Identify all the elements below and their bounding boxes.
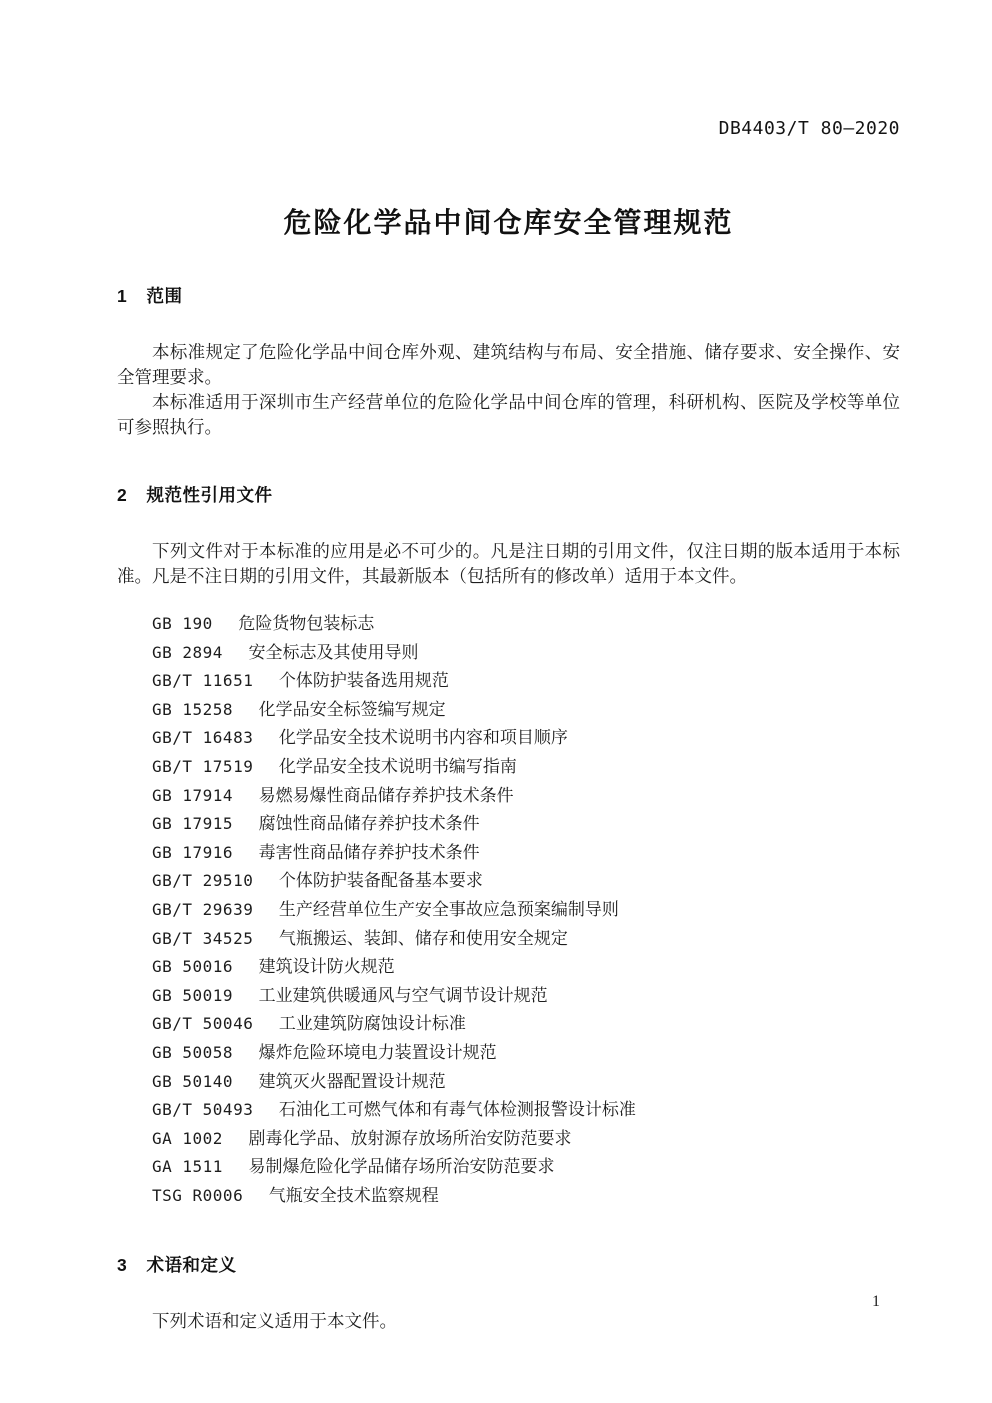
- reference-item: [152, 1068, 900, 1097]
- section-scope: [117, 283, 900, 440]
- reference-title: 剧毒化学品、放射源存放场所治安防范要求: [248, 1128, 572, 1148]
- section-terms-definitions: [117, 1252, 900, 1334]
- reference-title: 易燃易爆性商品储存养护技术条件: [258, 785, 514, 805]
- reference-title: 化学品安全标签编写规定: [258, 699, 446, 719]
- reference-item: [152, 925, 900, 954]
- reference-title: 危险货物包装标志: [238, 614, 375, 633]
- reference-code: GB 50058: [152, 1042, 234, 1062]
- reference-code: GB/T 16483: [152, 728, 254, 748]
- reference-title: 石油化工可燃气体和有毒气体检测报警设计标准: [278, 1100, 636, 1120]
- reference-item: [152, 839, 900, 868]
- reference-item: [152, 1153, 900, 1182]
- reference-item: [152, 810, 900, 839]
- reference-code: GA 1511: [152, 1157, 223, 1177]
- reference-item: [152, 639, 900, 668]
- section-1-title: 范围: [146, 286, 183, 306]
- section-2-paragraph: 下列文件对于本标准的应用是必不可少的。凡是注日期的引用文件，仅注日期的版本适用于本标准。凡是不注日期的引用文件，其最新版本（包括所有的修改单）适用于本文件。: [117, 541, 900, 586]
- reference-item: [152, 724, 900, 753]
- reference-code: GB/T 29510: [152, 871, 254, 891]
- reference-title: 爆炸危险环境电力装置设计规范: [258, 1042, 497, 1062]
- reference-item: [152, 982, 900, 1011]
- section-3-heading: [117, 1252, 900, 1277]
- reference-code: GB 17914: [152, 785, 234, 805]
- reference-item: [152, 896, 900, 925]
- section-2-number: 2: [117, 485, 128, 505]
- reference-code: GB/T 34525: [152, 928, 254, 948]
- standard-code: DB4403/T 80—2020: [718, 118, 900, 139]
- reference-title: 建筑设计防火规范: [258, 957, 395, 977]
- reference-code: GB/T 50046: [152, 1014, 254, 1034]
- section-3-paragraph: 下列术语和定义适用于本文件。: [152, 1311, 397, 1332]
- page-number: 1: [872, 1293, 880, 1310]
- document-header: [117, 118, 900, 139]
- reference-item: [152, 667, 900, 696]
- reference-item: [152, 1182, 900, 1211]
- section-normative-references: [117, 482, 900, 1210]
- reference-title: 化学品安全技术说明书编写指南: [278, 756, 517, 776]
- reference-code: GB 190: [152, 614, 213, 633]
- section-2-title: 规范性引用文件: [146, 485, 273, 505]
- section-1-paragraph: 本标准适用于深圳市生产经营单位的危险化学品中间仓库的管理，科研机构、医院及学校等单位可参照执行。: [117, 392, 900, 437]
- reference-code: GB 17916: [152, 842, 234, 862]
- reference-title: 个体防护装备选用规范: [278, 671, 449, 691]
- reference-item: [152, 1096, 900, 1125]
- reference-code: GB 50019: [152, 985, 234, 1005]
- reference-item: [152, 1125, 900, 1154]
- reference-item: [152, 953, 900, 982]
- section-1-heading: [117, 283, 900, 308]
- reference-code: GB/T 50493: [152, 1100, 254, 1120]
- reference-code: GB 2894: [152, 642, 223, 662]
- reference-title: 毒害性商品储存养护技术条件: [258, 842, 480, 862]
- reference-title: 工业建筑供暖通风与空气调节设计规范: [258, 985, 548, 1005]
- reference-title: 建筑灭火器配置设计规范: [258, 1071, 446, 1091]
- reference-code: GB/T 11651: [152, 671, 254, 691]
- reference-title: 工业建筑防腐蚀设计标准: [278, 1014, 466, 1034]
- reference-code: GB 50016: [152, 957, 234, 977]
- reference-title: 生产经营单位生产安全事故应急预案编制导则: [278, 899, 619, 919]
- reference-code: GA 1002: [152, 1128, 223, 1148]
- reference-code: TSG R0006: [152, 1185, 244, 1205]
- reference-title: 腐蚀性商品储存养护技术条件: [258, 814, 480, 834]
- reference-title: 安全标志及其使用导则: [248, 642, 419, 662]
- reference-item: [152, 1010, 900, 1039]
- reference-item: [152, 753, 900, 782]
- reference-item: [152, 610, 900, 639]
- section-2-heading: [117, 482, 900, 507]
- reference-item: [152, 867, 900, 896]
- document-title: 危险化学品中间仓库安全管理规范: [283, 207, 734, 238]
- reference-title: 气瓶搬运、装卸、储存和使用安全规定: [278, 928, 568, 948]
- reference-item: [152, 696, 900, 725]
- reference-item: [152, 1039, 900, 1068]
- reference-list: [117, 610, 900, 1210]
- section-1-number: 1: [117, 286, 128, 306]
- section-3-title: 术语和定义: [146, 1255, 237, 1276]
- reference-code: GB 17915: [152, 814, 234, 834]
- section-1-paragraph: 本标准规定了危险化学品中间仓库外观、建筑结构与布局、安全措施、储存要求、安全操作、安全管理要求。: [117, 342, 900, 387]
- reference-title: 易制爆危险化学品储存场所治安防范要求: [248, 1157, 555, 1177]
- reference-title: 气瓶安全技术监察规程: [268, 1185, 439, 1205]
- reference-code: GB/T 29639: [152, 899, 254, 919]
- reference-code: GB/T 17519: [152, 756, 254, 776]
- reference-code: GB 15258: [152, 699, 234, 719]
- reference-title: 个体防护装备配备基本要求: [278, 871, 483, 891]
- section-3-number: 3: [117, 1255, 128, 1276]
- reference-title: 化学品安全技术说明书内容和项目顺序: [278, 728, 568, 748]
- reference-code: GB 50140: [152, 1071, 234, 1091]
- reference-item: [152, 782, 900, 811]
